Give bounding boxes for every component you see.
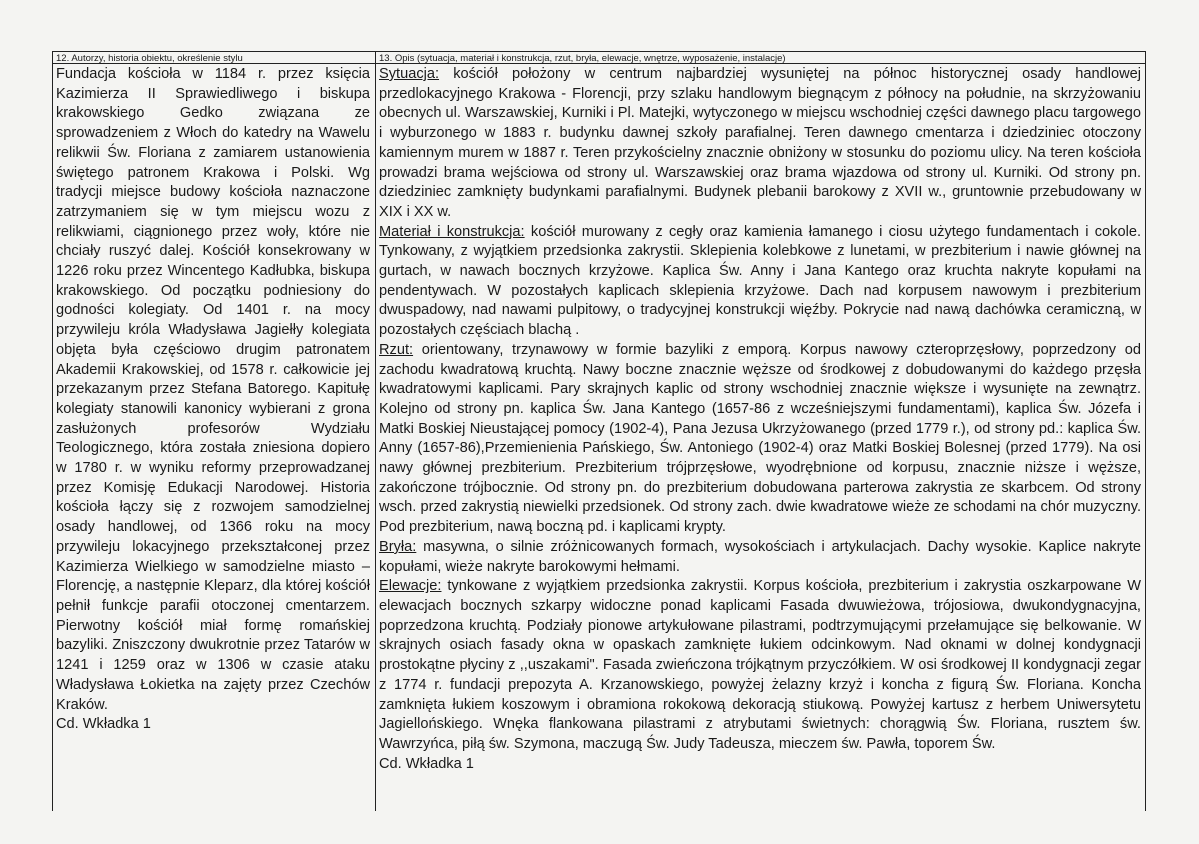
section-heading: Rzut:	[379, 341, 414, 358]
section-heading: Materiał i konstrukcja:	[379, 223, 525, 240]
section-text: tynkowane z wyjątkiem przedsionka zakrystii. Korpus kościoła, prezbiterium i zakrystia oszkarpowane W elewacjach bocznych szkarpy widoczne ponad kaplicami Fasada dwuwieżowa, trójosiowa, dwukondygnacyjna, poprzedzona kruchtą. Podziały pionowe artykułowane pilastrami, podtrzymującymi przełamujące się belkowanie. W skrajnych osiach fasady okna w opaskach zamknięte łukiem odcinkowym. Nad oknami w dolnej kondygnacji prostokątne płyciny z ,,uszakami". Fasada zwieńczona trójkątnym przyczółkiem. W osi środkowej II kondygnacji zegar z 1774 r. fundacji prepozyta A. Krzanowskiego, powyżej żelazny krzyż i koncha z figurą Św. Floriana. Koncha zamknięta łukiem koszowym i obramiona rokokową dekoracją stiukową. Powyżej kartusz z herbem Uniwersytetu Jagiellońskiego. Wnęka flankowana pilastrami z atrybutami świetnych: chorągwią Św. Floriana, rusztem św. Wawrzyńca, piłą św. Szymona, maczugą Św. Judy Tadeusza, mieczem św. Pawła, toporem Św.	[379, 578, 1141, 752]
column-divider	[375, 51, 376, 811]
section-situation	[379, 65, 1141, 223]
history-text: Fundacja kościoła w 1184 r. przez księcia Kazimierza II Sprawiedliwego i biskupa krakowskiego Gedko związana ze sprowadzeniem z Włoch do katedry na Wawelu relikwii Św. Floriana z zamiarem ustanowienia świętego patronem Krakowa i Polski. Wg tradycji miejsce budowy kościoła naznaczone zatrzymaniem się w tym miejscu wozu z relikwiami, ciągnionego przez woły, które nie chciały ruszyć dalej. Kościół konsekrowany w 1226 roku przez Wincentego Kadłubka, biskupa krakowskiego. Od początku podniesiony do godności kolegiaty. Od 1401 r. na mocy przywileju króla Władysława Jagiełły kolegiata objęta była częściowo drugim patronatem Akademii Krakowskiej, od 1578 r. całkowicie jej przekazanym przez Stefana Batorego. Kapitułę kolegiaty stanowili kanonicy wybierani z grona zasłużonych profesorów Wydziału Teologicznego, która została zniesiona dopiero w 1780 r. w wyniku reformy przeprowadzanej przez Komisję Edukacji Narodowej. Historia kościoła łączy się z rozwojem samodzielnej osady handlowej, od 1366 roku na mocy przywileju lokacyjnego przekształconej przez Kazimierza Wielkiego w samodzielne miasto – Florencję, a następnie Kleparz, dla której kościół pełnił funkcje parafii otoczonej cmentarzem. Pierwotny kościół miał formę romańskiej bazyliki. Zniszczony dwukrotnie przez Tatarów w 1241 i 1259 oraz w 1306 w czasie ataku Władysława Łokietka na zajęty przez Czechów Kraków.	[56, 66, 370, 713]
continuation-note-right: Cd. Wkładka 1	[379, 755, 474, 772]
section-heading: Sytuacja:	[379, 66, 440, 82]
continuation-note-left: Cd. Wkładka 1	[56, 716, 151, 733]
section-text: kościół położony w centrum najbardziej wysuniętej na północ historycznej osady handlowej przedlokacyjnego Krakowa - Florencji, przy szlaku handlowym biegnącym z północy na południe, na skrzyżowaniu obecnych ul. Warszawskiej, Kurniki i Pl. Matejki, wytyczonego w miejscu wschodniej części dawnego placu targowego i wyburzonego w 1883 r. budynku dawnej szkoły parafialnej. Teren dawnego cmentarza i dziedziniec otoczony kamiennym murem w 1887 r. Teren przykościelny znacznie obniżony w stosunku do poziomu ulicy. Na teren kościoła prowadzi brama wejściowa od strony ul. Warszawskiej oraz brama wjazdowa od strony ul. Kurniki. Od strony pn. dziedziniec zamknięty budynkami parafialnymi. Budynek plebanii barokowy z XVII w., gruntownie przebudowany w XIX i XX w.	[379, 66, 1141, 220]
left-column-header: 12. Autorzy, historia obiektu, określenie stylu	[53, 51, 375, 64]
section-text: masywna, o silnie zróżnicowanych formach, wysokościach i artykulacjach. Dachy wysokie. Kaplice nakryte kopułami, wieże nakryte barokowymi hełmami.	[379, 538, 1141, 575]
section-heading: Bryła:	[379, 538, 417, 555]
section-text: orientowany, trzynawowy w formie bazyliki z emporą. Korpus nawowy czteroprzęsłowy, poprzedzony od zachodu kwadratową kruchtą. Nawy boczne znacznie węższe od środkowej z dobudowanymi do każdego przęsła kwadratowymi kaplicami. Pary skrajnych kaplic od strony wschodniej znacznie większe i wysunięte na zewnątrz. Kolejno od strony pn. kaplica Św. Jana Kantego (1657-86 z wcześniejszymi fundamentami), kaplica Św. Józefa i Matki Boskiej Nieustającej pomocy (1902-4), Pana Jezusa Ukrzyżowanego (przed 1779 r.), od strony pd.: kaplica Św. Anny (1657-86),Przemienienia Pańskiego, Św. Antoniego (1902-4) oraz Matki Boskiej Bolesnej (przed 1779). Na osi nawy głównej prezbiterium. Prezbiterium trójprzęsłowe, wyodrębnione od korpusu, znacznie niższe i węższe, zakończone trójbocznie. Od strony pn. do prezbiterium dobudowana parterowa zakrystia ze skarbcem. Od strony wsch. przed zakrystią niewielki przedsionek. Od strony zach. dwie kwadratowe wieże ze schodami na chór muzyczny. Pod prezbiterium, nawą boczną pd. i kaplicami krypty.	[379, 341, 1141, 536]
section-massing	[379, 538, 1141, 577]
section-plan	[379, 341, 1141, 538]
form-sheet	[52, 51, 1146, 811]
section-elevations	[379, 577, 1141, 754]
section-material	[379, 223, 1141, 341]
history-column	[56, 65, 370, 735]
right-column-header: 13. Opis (sytuacja, materiał i konstrukcja, rzut, bryła, elewacje, wnętrze, wyposażenie, instalacje)	[376, 51, 1145, 64]
description-column	[379, 65, 1141, 774]
section-text: kościół murowany z cegły oraz kamienia łamanego i ciosu użytego fundamentach i cokole. Tynkowany, z wyjątkiem przedsionka zakrystii. Sklepienia kolebkowe z lunetami, w prezbiterium i nawie głównej na gurtach, w nawach bocznych krzyżowe. Kaplica Św. Anny i Jana Kantego oraz kruchta nakryte kopułami na pendentywach. W pozostałych kaplicach sklepienia krzyżowe. Dach nad korpusem nawowym i prezbiterium dwuspadowy, nad nawami pulpitowy, o tradycyjnej konstrukcji więźby. Pokrycie nad nawą dachówka ceramiczną, w pozostałych częściach blachą .	[379, 223, 1142, 339]
section-heading: Elewacje:	[379, 578, 442, 595]
